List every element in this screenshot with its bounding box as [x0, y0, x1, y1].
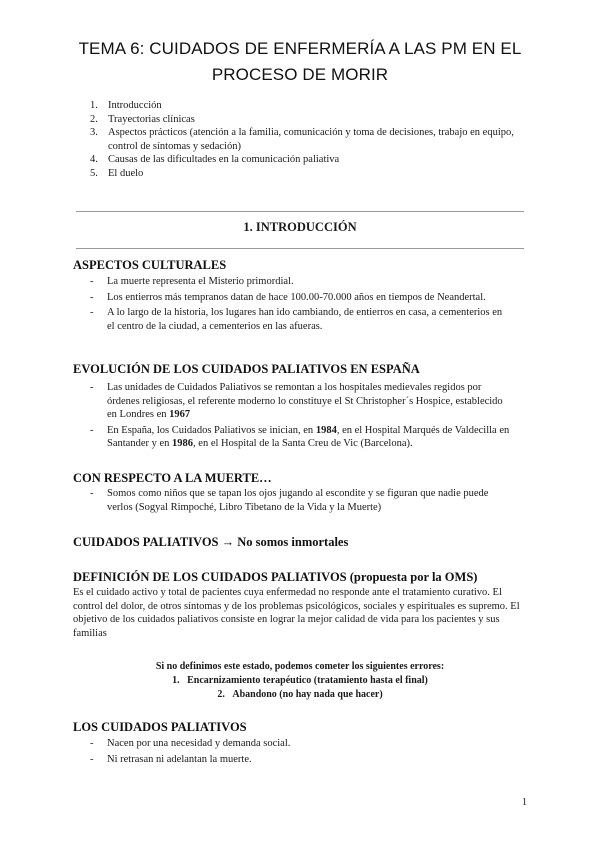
toc-item: 2. Trayectorias clínicas [90, 113, 195, 125]
errores-block [73, 660, 527, 702]
list-item: - Las unidades de Cuidados Paliativos se remontan a los hospitales medievales regidos por órdenes religiosas, el referente moderno lo constituye el St Christopher´s Hospice, establecido en Londres en 1967 [90, 381, 510, 422]
errores-item: 2. Abandono (no hay nada que hacer) [217, 689, 383, 700]
divider-bottom [76, 248, 524, 249]
heading-inmortales: CUIDADOS PALIATIVOS → No somos inmortales [73, 535, 349, 549]
section-heading: 1. INTRODUCCIÓN [243, 220, 357, 234]
heading-evolucion: EVOLUCIÓN DE LOS CUIDADOS PALIATIVOS EN ESPAÑA [73, 362, 420, 376]
toc-item: 5. El duelo [90, 167, 144, 179]
heading-muerte: CON RESPECTO A LA MUERTE… [73, 471, 272, 485]
list-item: - En España, los Cuidados Paliativos se inician, en 1984, en el Hospital Marqués de Valdecilla en Santander y en 1986, en el Hospital de la Santa Creu de Vic (Barcelona). [90, 424, 510, 451]
errores-intro: Si no definimos este estado, podemos cometer los siguientes errores: [155, 661, 445, 672]
aspectos-list [90, 275, 510, 335]
heading-cuidados: LOS CUIDADOS PALIATIVOS [73, 720, 247, 734]
cuidados-list [90, 737, 510, 768]
toc-item: 4. Causas de las dificultades en la comunicación paliativa [90, 154, 340, 165]
list-item: - Nacen por una necesidad y demanda social. [90, 737, 510, 751]
heading-definicion: DEFINICIÓN DE LOS CUIDADOS PALIATIVOS (propuesta por la OMS) [73, 570, 478, 584]
table-of-contents [90, 99, 530, 180]
list-item: - La muerte representa el Misterio primordial. [90, 275, 510, 289]
list-item: - Somos como niños que se tapan los ojos jugando al escondite y se figuran que nadie puede verlos (Sogyal Rimpoché, Libro Tibetano de la Vida y la Muerte) [90, 487, 510, 514]
list-item: - A lo largo de la historia, los lugares han ido cambiando, de entierros en casa, a cementerios en el centro de la ciudad, a cementerios en las afueras. [90, 306, 510, 333]
list-item: - Ni retrasan ni adelantan la muerte. [90, 753, 510, 767]
title-line-2: PROCESO DE MORIR [211, 65, 389, 84]
evolucion-list [90, 381, 510, 453]
muerte-list [90, 487, 510, 516]
document-title [60, 36, 540, 88]
toc-item: 1. Introducción [90, 100, 162, 111]
toc-item: 3. Aspectos prácticos (atención a la familia, comunicación y toma de decisiones, trabajo en equipo, control de síntomas y sedación) [90, 127, 514, 152]
page-number: 1 [522, 797, 527, 808]
list-item: - Los entierros más tempranos datan de hace 100.00-70.000 años en tiempos de Neandertal. [90, 291, 510, 305]
heading-aspectos-culturales: ASPECTOS CULTURALES [73, 258, 227, 272]
divider-top [76, 211, 524, 212]
title-line-1: TEMA 6: CUIDADOS DE ENFERMERÍA A LAS PM EN EL [78, 39, 522, 58]
errores-item: 1. Encarnizamiento terapéutico (tratamiento hasta el final) [172, 675, 428, 686]
definicion-text: Es el cuidado activo y total de pacientes cuya enfermedad no responde ante el tratamiento curativo. El control del dolor, de otros síntomas y de los problemas psicológicos, sociales y espirituales es supremo. El objetivo de los cuidados paliativos consiste en lograr la mejor calidad de vida para los pacientes y sus familias [73, 587, 520, 639]
